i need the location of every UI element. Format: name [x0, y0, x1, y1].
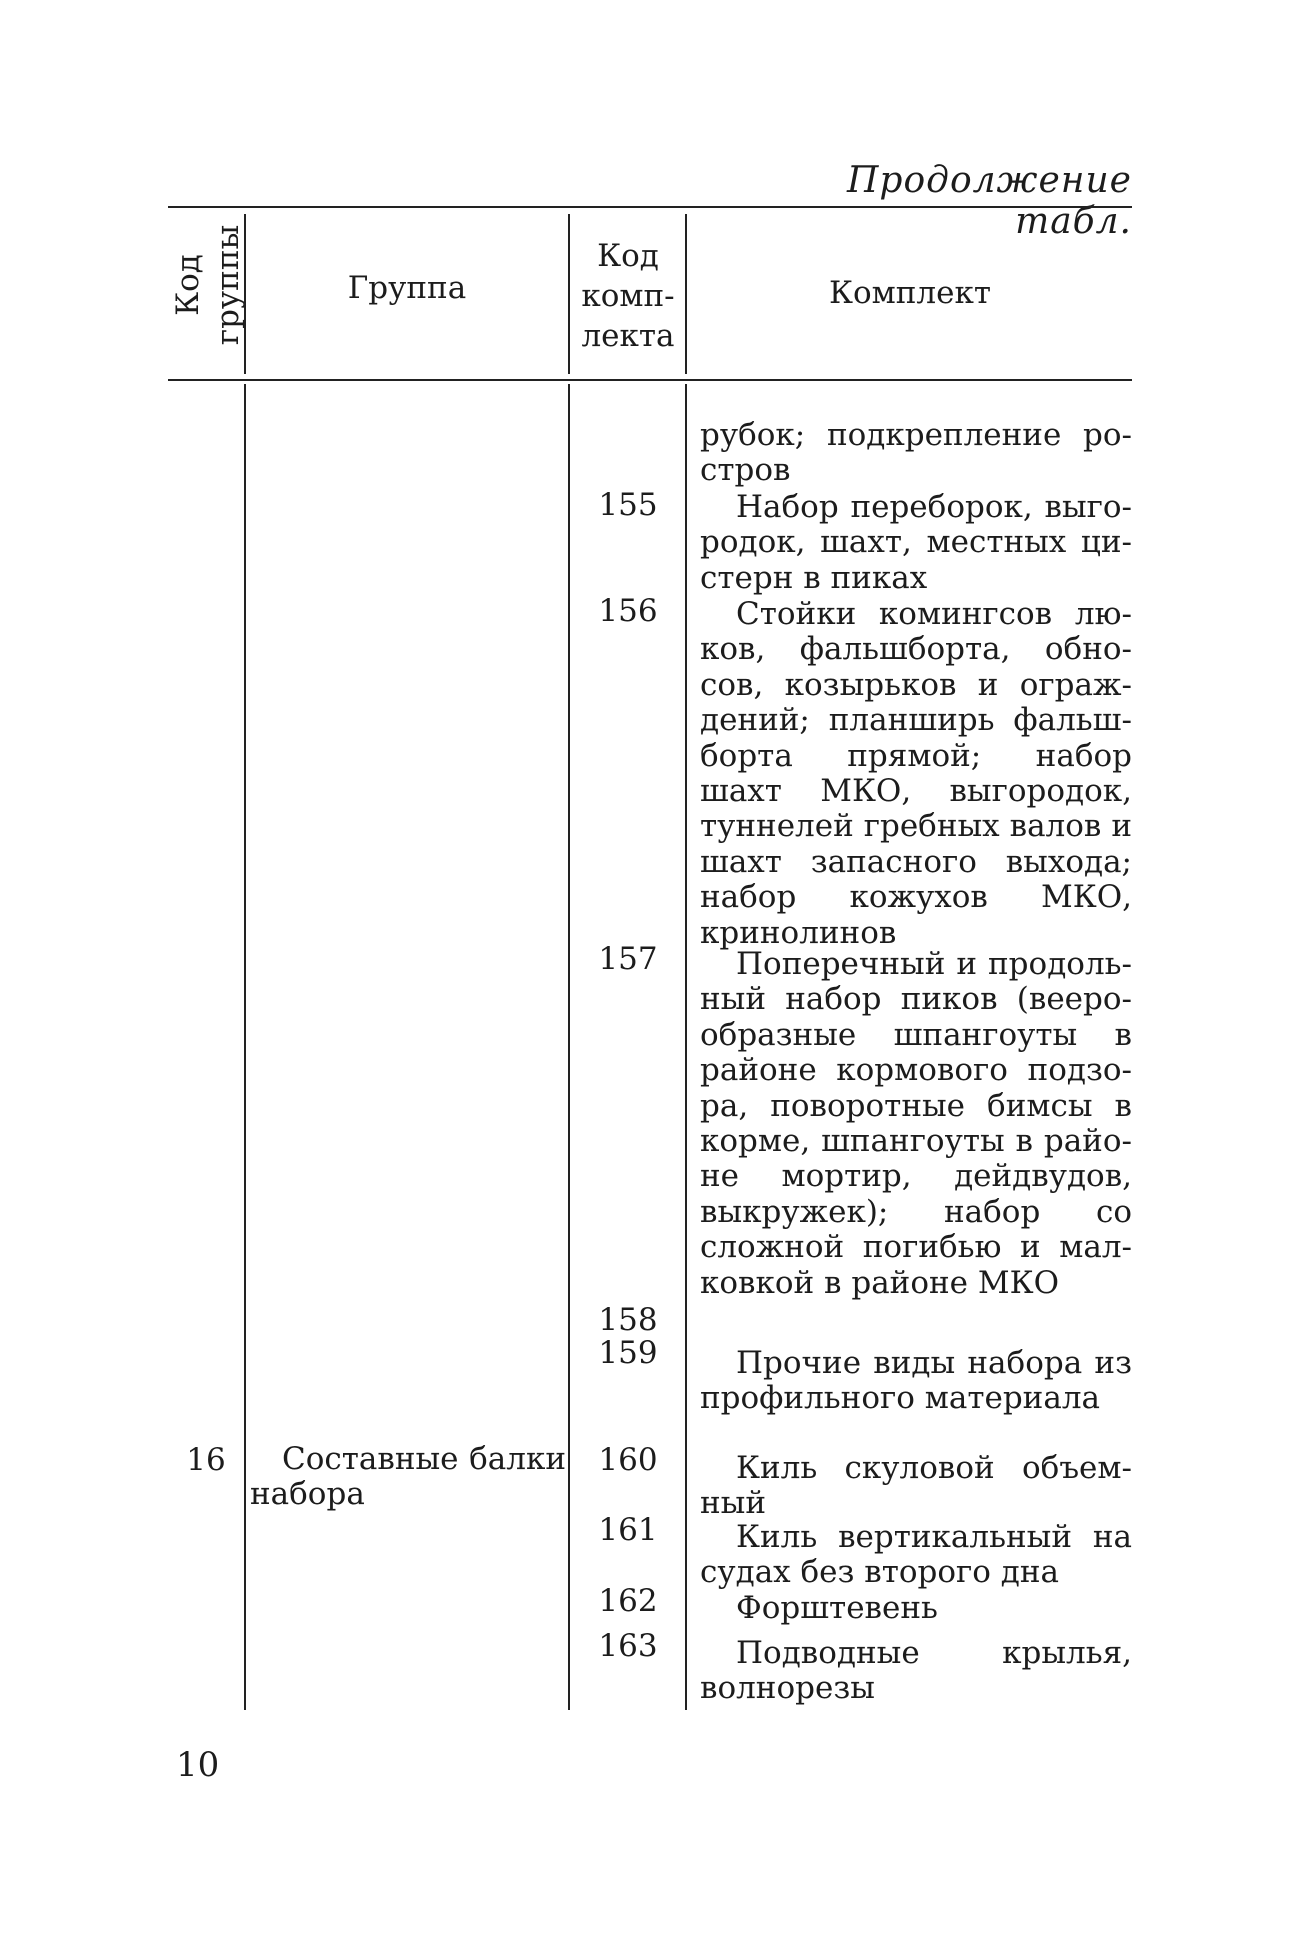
kit-text-159: Прочие виды набора из профильного материала	[700, 1345, 1132, 1417]
kit-code-163: 163	[598, 1628, 658, 1664]
kit-text-160: Киль скуловой объемный	[700, 1450, 1132, 1522]
kit-text-continued: рубок; подкрепление ростров	[700, 417, 1132, 489]
column-rule-1-body	[244, 384, 246, 1710]
column-rule-1	[244, 214, 246, 374]
page-number: 10	[176, 1745, 220, 1785]
kit-text-155: Набор переборок, выгородок, шахт, местных цистерн в пиках	[700, 489, 1132, 596]
kit-code-159: 159	[598, 1335, 658, 1371]
kit-text-156: Стойки комингсов люков, фальшборта, обносов, козырьков и ограждений; планширь фальшборта прямой; набор шахт МКО, выгородок, туннелей гребных валов и шахт запасного выхода; набор кожухов МКО, кринолинов	[700, 596, 1132, 951]
kit-code-162: 162	[598, 1583, 658, 1619]
kit-code-161: 161	[598, 1512, 658, 1548]
header-top-rule	[168, 206, 1132, 208]
kit-code-156: 156	[598, 593, 658, 629]
kit-code-158: 158	[598, 1302, 658, 1338]
group-name-16: Составные балки набора	[250, 1441, 566, 1512]
kit-text-161: Киль вертикальный на судах без второго дна	[700, 1519, 1132, 1591]
kit-code-157: 157	[598, 941, 658, 977]
column-header-group-code-text: Код группы	[170, 224, 246, 346]
group-code-16: 16	[186, 1442, 226, 1478]
column-rule-3	[685, 214, 687, 374]
table-continuation-label: Продолжение табл.	[847, 160, 1132, 242]
column-header-kit: Комплект	[829, 275, 991, 311]
column-header-kit-code: Код комп- лекта	[581, 238, 675, 354]
column-rule-2	[568, 214, 570, 374]
column-rule-3-body	[685, 384, 687, 1710]
kit-text-163: Подводные крылья, волнорезы	[700, 1635, 1132, 1707]
kit-text-157: Поперечный и продольный набор пиков (веерообразные шпангоуты в районе кормового подзора, поворотные бимсы в корме, шпангоуты в районе мортир, дейдвудов, выкружек); набор со сложной погибью и малковкой в районе МКО	[700, 946, 1132, 1301]
kit-code-160: 160	[598, 1442, 658, 1478]
kit-text-162: Форштевень	[736, 1590, 938, 1626]
column-header-group: Группа	[347, 270, 467, 306]
kit-code-155: 155	[598, 487, 658, 523]
column-rule-2-body	[568, 384, 570, 1710]
header-bottom-rule	[168, 379, 1132, 381]
